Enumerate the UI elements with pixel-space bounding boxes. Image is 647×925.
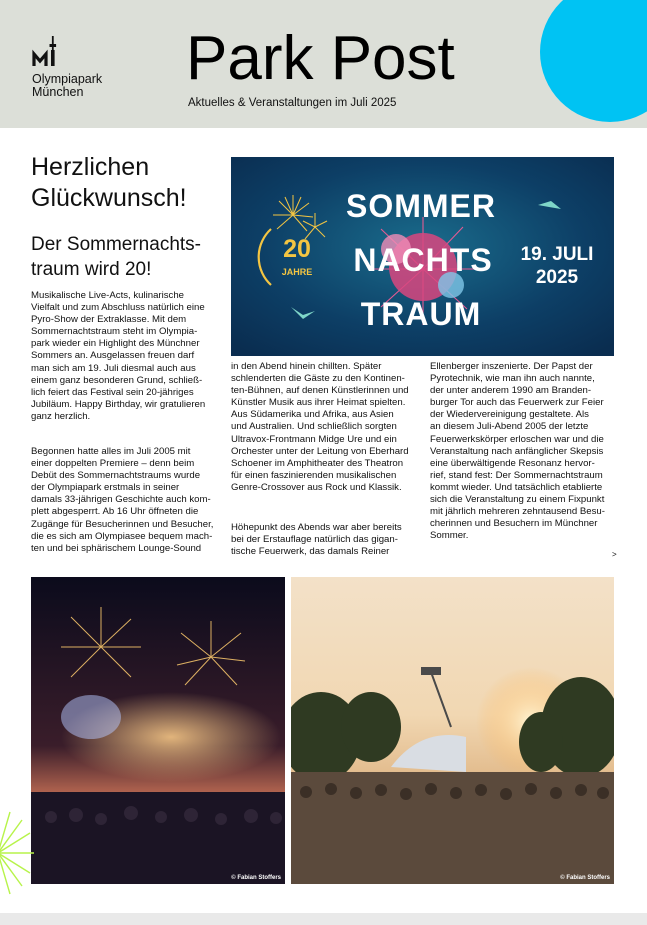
decorative-burst-icon (0, 808, 40, 898)
badge-word: JAHRE (281, 267, 313, 277)
photo-credit-left: © Fabian Stoffers (231, 875, 281, 881)
badge-number: 20 (283, 235, 311, 263)
brand-name-line1: Olympiapark (32, 72, 103, 86)
decorative-circle (540, 0, 647, 122)
newsletter-subtitle: Aktuelles & Veranstaltungen im Juli 2025 (188, 97, 397, 109)
banner-line2: NACHTS (353, 242, 493, 278)
article-col3-paragraph1: Ellenberger inszenierte. Der Papst der Pyrotechnik, wie man ihn auch nannte, der unter anderem 1990 am Branden- burger Tor auch das Feuerwerk zur Feier der Wiedervereinigung gestaltete. Als an diesem Juli-Abend 2005 der letzte Feuerwerkskörper erloschen war und die Veranstaltung nach anfänglicher Skepsis eine überwältigende Resonanz hervor- rief, stand fest: Der Sommernachtstraum kommt wieder. Und tatsächlich etablierte sich die Veranstaltung zu einem Fixpunkt mit jährlich mehreren zehntausend Besu- cherinnen und Besuchern im Münchner Sommer. (430, 361, 605, 542)
newsletter-title: Park Post (186, 24, 455, 93)
article-subheadline: Der Sommernachts-traum wird 20! (31, 234, 201, 280)
article-col1-paragraph2: Begonnen hatte alles im Juli 2005 mit einer doppelten Premiere – denn beim Debüt des Sommernachtstraums wurde der Olympiapark erstmals in seiner damals 33-jährigen Geschichte auch kom- plett abgesperrt. Ab 16 Uhr öffneten die Zugänge für Besucherinnen und Besucher, die es sich am Olympiasee bequem mach- ten und bei sphärischem Lounge-Sound (31, 446, 214, 554)
masthead (0, 0, 647, 128)
fireworks-photo (31, 577, 285, 884)
olympiapark-logo-icon (32, 34, 72, 70)
continue-arrow-icon: > (612, 550, 617, 559)
article-headline: Herzlichen Glückwunsch! (31, 153, 187, 212)
article-col1-paragraph1: Musikalische Live-Acts, kulinarische Vielfalt und zum Abschluss natürlich eine Pyro-Show der Extraklasse. Mit dem Sommernachtstraum steht im Olympia- park wieder ein Highlight des Münchner Sommers an. Ausgelassen freuen darf man sich am 19. Juli diesmal auch aus einem ganz besonderen Grund, schließ- lich feiert das Festival sein 20-jähriges Jubiläum. Happy Birthday, wir gratulieren ganz herzlich. (31, 290, 206, 422)
banner-date-line1: 19. JULI (520, 244, 594, 265)
brand-name-line2: München (32, 85, 84, 99)
banner-line3: TRAUM (360, 296, 482, 332)
banner-date-line2: 2025 (535, 267, 579, 288)
banner-line1: SOMMER (346, 188, 496, 224)
photo-credit-right: © Fabian Stoffers (560, 875, 610, 881)
festival-stage-photo-image (291, 577, 614, 884)
fireworks-photo-image (31, 577, 285, 884)
sommernachtstraum-banner (231, 157, 614, 356)
festival-stage-photo (291, 577, 614, 884)
article-col2-paragraph1: in den Abend hinein chillten. Später schlenderten die Gäste zu den Kontinen- ten-Bühnen, auf denen Künstlerinnen und Künstler Musik aus ihrer Heimat spielten. Aus Südamerika und Afrika, aus Asien und Australien. Und schließlich sorgten Ultravox-Frontmann Midge Ure und ein Orchester unter der Leitung von Eberhard Schoener im Amphitheater des Theatron für einen faszinierenden musikalischen Genre-Crossover aus Rock und Klassik. (231, 361, 409, 493)
article-col2-paragraph2: Höhepunkt des Abends war aber bereits bei der Erstauflage natürlich das gigan- tische Feuerwerk, das damals Reiner (231, 522, 402, 558)
